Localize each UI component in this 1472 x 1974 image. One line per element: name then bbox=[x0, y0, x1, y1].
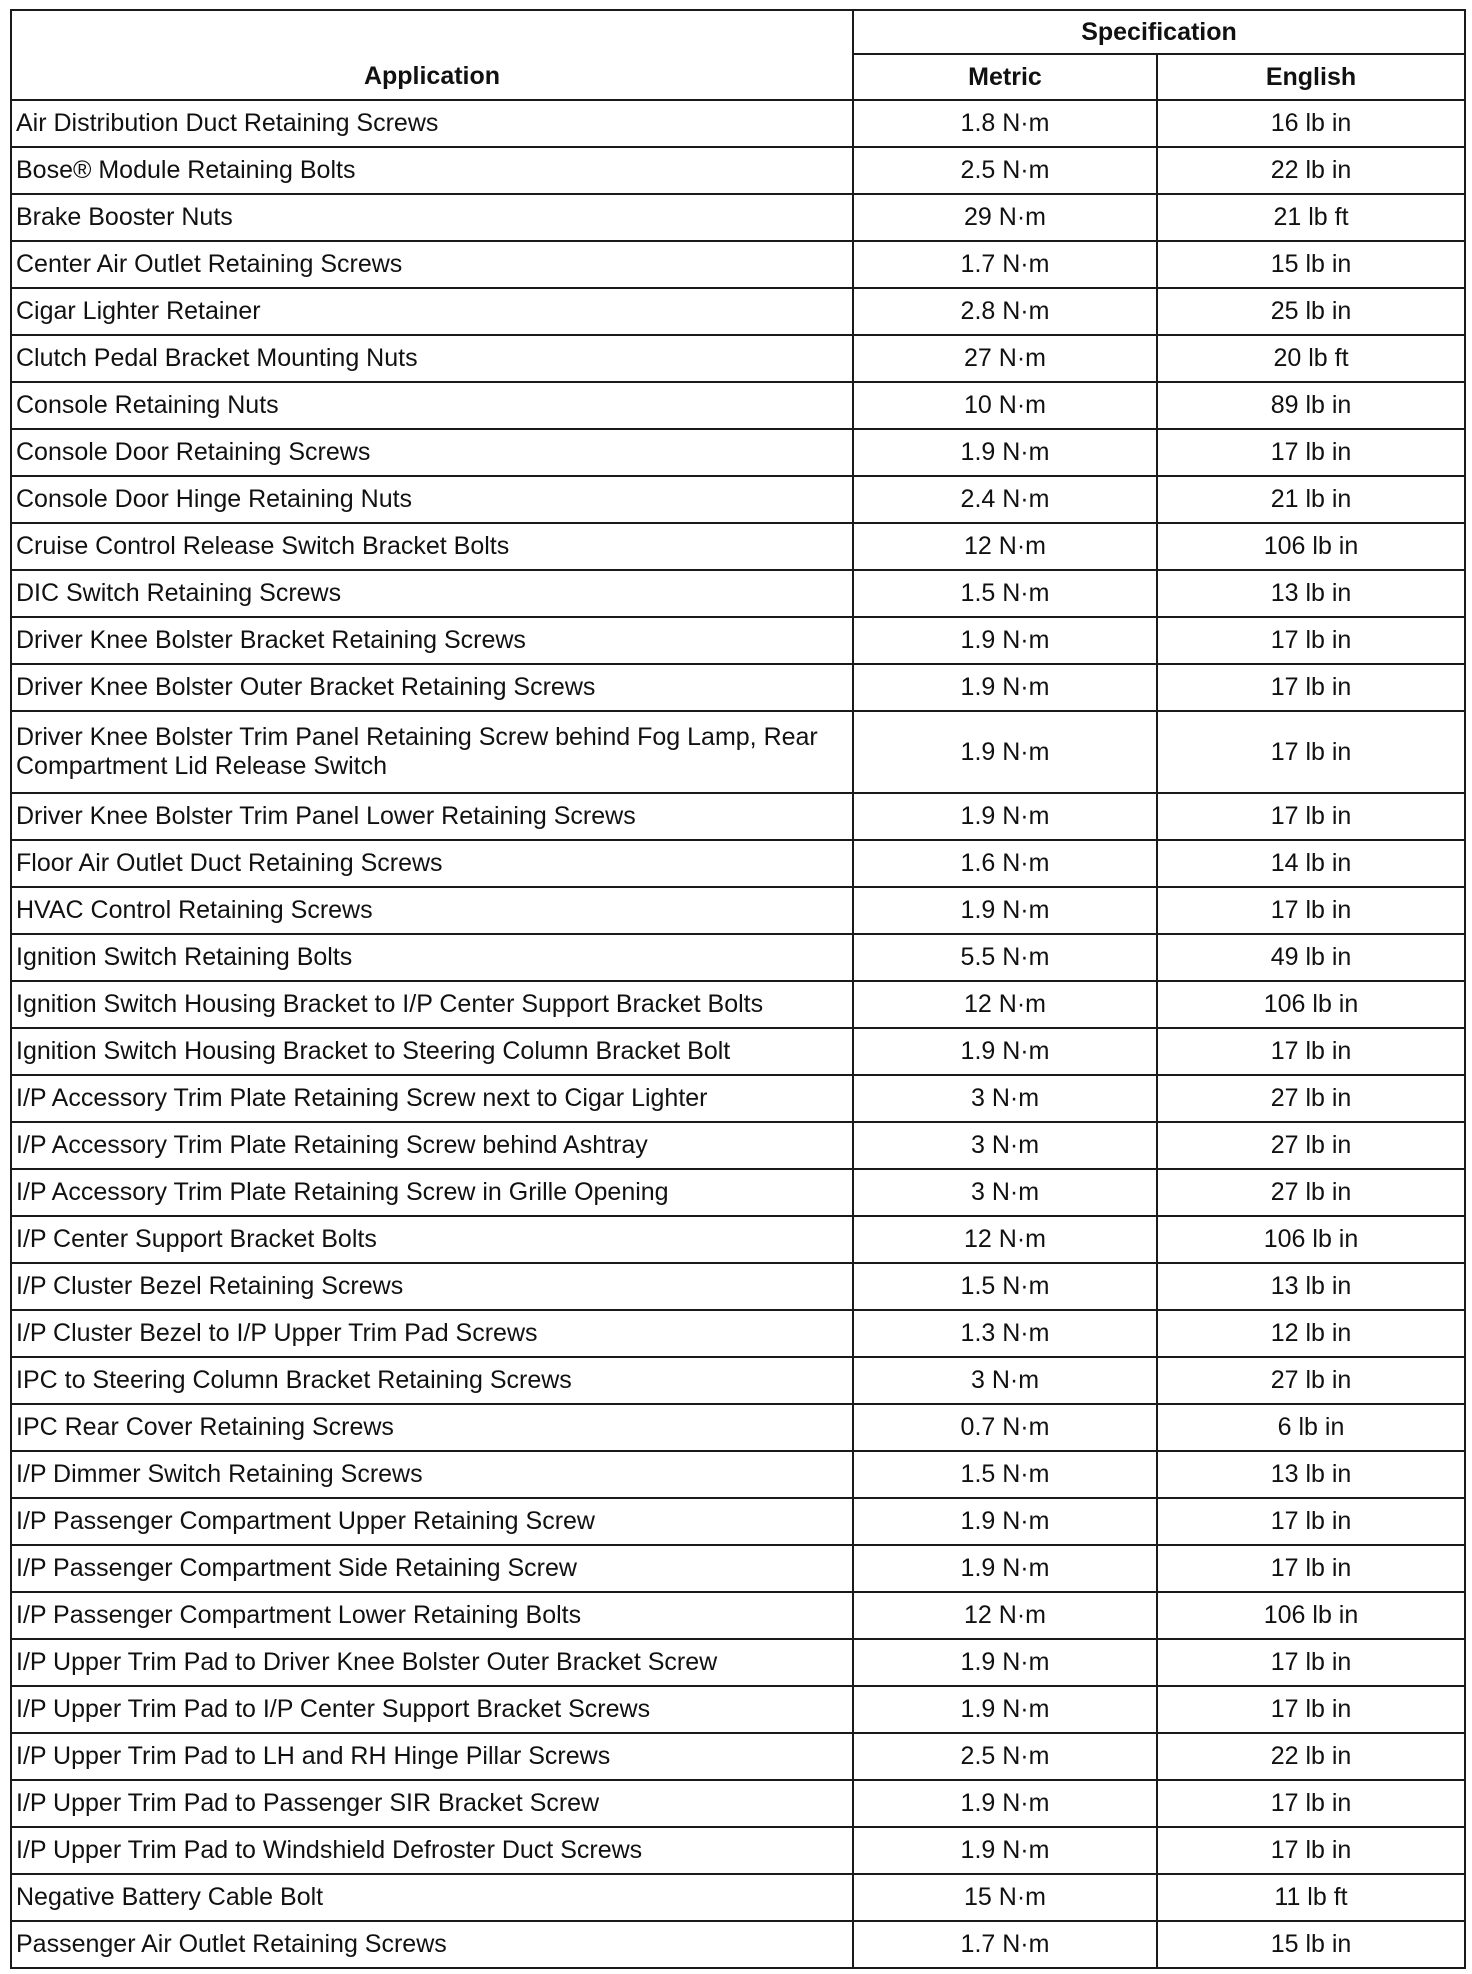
application-cell: Console Retaining Nuts bbox=[11, 382, 853, 429]
english-cell: 27 lb in bbox=[1157, 1169, 1465, 1216]
application-cell: I/P Upper Trim Pad to Passenger SIR Bracket Screw bbox=[11, 1780, 853, 1827]
table-body bbox=[11, 100, 1465, 1968]
english-cell: 16 lb in bbox=[1157, 100, 1465, 147]
english-cell: 17 lb in bbox=[1157, 1498, 1465, 1545]
metric-cell: 27 N·m bbox=[853, 335, 1157, 382]
metric-cell: 3 N·m bbox=[853, 1075, 1157, 1122]
table-header bbox=[11, 10, 1465, 100]
english-cell: 17 lb in bbox=[1157, 1028, 1465, 1075]
english-cell: 17 lb in bbox=[1157, 1827, 1465, 1874]
application-cell: I/P Cluster Bezel Retaining Screws bbox=[11, 1263, 853, 1310]
application-cell: I/P Passenger Compartment Side Retaining Screw bbox=[11, 1545, 853, 1592]
english-cell: 20 lb ft bbox=[1157, 335, 1465, 382]
english-cell: 17 lb in bbox=[1157, 429, 1465, 476]
english-cell: 27 lb in bbox=[1157, 1357, 1465, 1404]
table-row bbox=[11, 1592, 1465, 1639]
application-cell: HVAC Control Retaining Screws bbox=[11, 887, 853, 934]
table-row bbox=[11, 476, 1465, 523]
english-cell: 17 lb in bbox=[1157, 793, 1465, 840]
metric-cell: 12 N·m bbox=[853, 981, 1157, 1028]
metric-cell: 12 N·m bbox=[853, 1216, 1157, 1263]
table-row bbox=[11, 840, 1465, 887]
english-cell: 17 lb in bbox=[1157, 711, 1465, 793]
metric-cell: 3 N·m bbox=[853, 1122, 1157, 1169]
english-cell: 6 lb in bbox=[1157, 1404, 1465, 1451]
english-cell: 106 lb in bbox=[1157, 1592, 1465, 1639]
table-row bbox=[11, 429, 1465, 476]
english-cell: 17 lb in bbox=[1157, 1545, 1465, 1592]
application-cell: Driver Knee Bolster Trim Panel Retaining Screw behind Fog Lamp, Rear Compartment Lid Release Switch bbox=[11, 711, 853, 793]
table-row bbox=[11, 147, 1465, 194]
application-cell: I/P Passenger Compartment Lower Retaining Bolts bbox=[11, 1592, 853, 1639]
application-cell: Cruise Control Release Switch Bracket Bolts bbox=[11, 523, 853, 570]
application-cell: Bose® Module Retaining Bolts bbox=[11, 147, 853, 194]
application-cell: DIC Switch Retaining Screws bbox=[11, 570, 853, 617]
table-row bbox=[11, 887, 1465, 934]
english-cell: 11 lb ft bbox=[1157, 1874, 1465, 1921]
english-cell: 13 lb in bbox=[1157, 1451, 1465, 1498]
metric-cell: 1.9 N·m bbox=[853, 1827, 1157, 1874]
metric-cell: 1.9 N·m bbox=[853, 1545, 1157, 1592]
metric-cell: 2.8 N·m bbox=[853, 288, 1157, 335]
application-cell: Console Door Hinge Retaining Nuts bbox=[11, 476, 853, 523]
application-cell: I/P Cluster Bezel to I/P Upper Trim Pad Screws bbox=[11, 1310, 853, 1357]
metric-cell: 1.6 N·m bbox=[853, 840, 1157, 887]
table-row bbox=[11, 1827, 1465, 1874]
metric-cell: 5.5 N·m bbox=[853, 934, 1157, 981]
english-cell: 106 lb in bbox=[1157, 523, 1465, 570]
table-row bbox=[11, 335, 1465, 382]
english-cell: 27 lb in bbox=[1157, 1122, 1465, 1169]
application-cell: Center Air Outlet Retaining Screws bbox=[11, 241, 853, 288]
table-row bbox=[11, 617, 1465, 664]
table-row bbox=[11, 1780, 1465, 1827]
english-cell: 15 lb in bbox=[1157, 241, 1465, 288]
table-row bbox=[11, 1216, 1465, 1263]
application-cell: I/P Center Support Bracket Bolts bbox=[11, 1216, 853, 1263]
application-cell: I/P Accessory Trim Plate Retaining Screw behind Ashtray bbox=[11, 1122, 853, 1169]
english-cell: 15 lb in bbox=[1157, 1921, 1465, 1968]
english-cell: 21 lb in bbox=[1157, 476, 1465, 523]
metric-cell: 1.9 N·m bbox=[853, 1780, 1157, 1827]
metric-cell: 1.9 N·m bbox=[853, 1028, 1157, 1075]
table-row bbox=[11, 1733, 1465, 1780]
metric-cell: 3 N·m bbox=[853, 1169, 1157, 1216]
table-row bbox=[11, 194, 1465, 241]
metric-cell: 1.9 N·m bbox=[853, 711, 1157, 793]
metric-header: Metric bbox=[853, 54, 1157, 100]
application-cell: I/P Dimmer Switch Retaining Screws bbox=[11, 1451, 853, 1498]
english-cell: 12 lb in bbox=[1157, 1310, 1465, 1357]
metric-cell: 1.3 N·m bbox=[853, 1310, 1157, 1357]
english-cell: 49 lb in bbox=[1157, 934, 1465, 981]
metric-cell: 2.5 N·m bbox=[853, 147, 1157, 194]
english-header: English bbox=[1157, 54, 1465, 100]
application-cell: I/P Upper Trim Pad to I/P Center Support Bracket Screws bbox=[11, 1686, 853, 1733]
metric-cell: 1.9 N·m bbox=[853, 1639, 1157, 1686]
metric-cell: 0.7 N·m bbox=[853, 1404, 1157, 1451]
table-row bbox=[11, 1357, 1465, 1404]
table-row bbox=[11, 570, 1465, 617]
english-cell: 17 lb in bbox=[1157, 664, 1465, 711]
application-cell: Brake Booster Nuts bbox=[11, 194, 853, 241]
table-row bbox=[11, 793, 1465, 840]
english-cell: 106 lb in bbox=[1157, 1216, 1465, 1263]
application-cell: IPC to Steering Column Bracket Retaining Screws bbox=[11, 1357, 853, 1404]
english-cell: 17 lb in bbox=[1157, 1639, 1465, 1686]
application-cell: I/P Accessory Trim Plate Retaining Screw in Grille Opening bbox=[11, 1169, 853, 1216]
english-cell: 22 lb in bbox=[1157, 1733, 1465, 1780]
application-cell: I/P Upper Trim Pad to Driver Knee Bolster Outer Bracket Screw bbox=[11, 1639, 853, 1686]
metric-cell: 1.9 N·m bbox=[853, 617, 1157, 664]
application-cell: I/P Accessory Trim Plate Retaining Screw next to Cigar Lighter bbox=[11, 1075, 853, 1122]
application-cell: Console Door Retaining Screws bbox=[11, 429, 853, 476]
metric-cell: 29 N·m bbox=[853, 194, 1157, 241]
metric-cell: 1.8 N·m bbox=[853, 100, 1157, 147]
table-row bbox=[11, 241, 1465, 288]
english-cell: 17 lb in bbox=[1157, 617, 1465, 664]
table-row bbox=[11, 1921, 1465, 1968]
english-cell: 22 lb in bbox=[1157, 147, 1465, 194]
metric-cell: 1.9 N·m bbox=[853, 664, 1157, 711]
english-cell: 21 lb ft bbox=[1157, 194, 1465, 241]
application-cell: Driver Knee Bolster Bracket Retaining Screws bbox=[11, 617, 853, 664]
application-cell: Negative Battery Cable Bolt bbox=[11, 1874, 853, 1921]
metric-cell: 1.9 N·m bbox=[853, 1686, 1157, 1733]
metric-cell: 1.5 N·m bbox=[853, 570, 1157, 617]
application-cell: Floor Air Outlet Duct Retaining Screws bbox=[11, 840, 853, 887]
table-row bbox=[11, 1639, 1465, 1686]
table-row bbox=[11, 711, 1465, 793]
metric-cell: 1.9 N·m bbox=[853, 887, 1157, 934]
metric-cell: 1.5 N·m bbox=[853, 1451, 1157, 1498]
table-row bbox=[11, 934, 1465, 981]
table-row bbox=[11, 1498, 1465, 1545]
metric-cell: 10 N·m bbox=[853, 382, 1157, 429]
english-cell: 17 lb in bbox=[1157, 887, 1465, 934]
application-cell: Ignition Switch Retaining Bolts bbox=[11, 934, 853, 981]
metric-cell: 2.4 N·m bbox=[853, 476, 1157, 523]
application-cell: Driver Knee Bolster Outer Bracket Retaining Screws bbox=[11, 664, 853, 711]
english-cell: 89 lb in bbox=[1157, 382, 1465, 429]
application-cell: Ignition Switch Housing Bracket to Steering Column Bracket Bolt bbox=[11, 1028, 853, 1075]
english-cell: 13 lb in bbox=[1157, 1263, 1465, 1310]
application-cell: Driver Knee Bolster Trim Panel Lower Retaining Screws bbox=[11, 793, 853, 840]
english-cell: 25 lb in bbox=[1157, 288, 1465, 335]
table-row bbox=[11, 100, 1465, 147]
table-row bbox=[11, 1686, 1465, 1733]
metric-cell: 12 N·m bbox=[853, 1592, 1157, 1639]
table-row bbox=[11, 288, 1465, 335]
application-cell: I/P Passenger Compartment Upper Retaining Screw bbox=[11, 1498, 853, 1545]
specification-header: Specification bbox=[853, 10, 1465, 54]
table-row bbox=[11, 664, 1465, 711]
english-cell: 14 lb in bbox=[1157, 840, 1465, 887]
table-row bbox=[11, 1169, 1465, 1216]
table-row bbox=[11, 1874, 1465, 1921]
english-cell: 17 lb in bbox=[1157, 1780, 1465, 1827]
table-row bbox=[11, 1310, 1465, 1357]
table-row bbox=[11, 1028, 1465, 1075]
table-row bbox=[11, 1075, 1465, 1122]
application-cell: Passenger Air Outlet Retaining Screws bbox=[11, 1921, 853, 1968]
english-cell: 17 lb in bbox=[1157, 1686, 1465, 1733]
table-row bbox=[11, 1263, 1465, 1310]
metric-cell: 15 N·m bbox=[853, 1874, 1157, 1921]
table-row bbox=[11, 1451, 1465, 1498]
metric-cell: 1.7 N·m bbox=[853, 1921, 1157, 1968]
application-cell: I/P Upper Trim Pad to LH and RH Hinge Pillar Screws bbox=[11, 1733, 853, 1780]
english-cell: 27 lb in bbox=[1157, 1075, 1465, 1122]
metric-cell: 1.5 N·m bbox=[853, 1263, 1157, 1310]
metric-cell: 1.7 N·m bbox=[853, 241, 1157, 288]
application-cell: Cigar Lighter Retainer bbox=[11, 288, 853, 335]
english-cell: 106 lb in bbox=[1157, 981, 1465, 1028]
metric-cell: 1.9 N·m bbox=[853, 793, 1157, 840]
table-row bbox=[11, 523, 1465, 570]
english-cell: 13 lb in bbox=[1157, 570, 1465, 617]
fastener-spec-table bbox=[10, 9, 1466, 1969]
metric-cell: 12 N·m bbox=[853, 523, 1157, 570]
table-row bbox=[11, 981, 1465, 1028]
table-row bbox=[11, 1122, 1465, 1169]
metric-cell: 2.5 N·m bbox=[853, 1733, 1157, 1780]
metric-cell: 3 N·m bbox=[853, 1357, 1157, 1404]
application-cell: Air Distribution Duct Retaining Screws bbox=[11, 100, 853, 147]
application-cell: I/P Upper Trim Pad to Windshield Defroster Duct Screws bbox=[11, 1827, 853, 1874]
application-cell: Clutch Pedal Bracket Mounting Nuts bbox=[11, 335, 853, 382]
application-cell: Ignition Switch Housing Bracket to I/P Center Support Bracket Bolts bbox=[11, 981, 853, 1028]
application-header: Application bbox=[11, 10, 853, 100]
table-row bbox=[11, 382, 1465, 429]
table-row bbox=[11, 1545, 1465, 1592]
metric-cell: 1.9 N·m bbox=[853, 429, 1157, 476]
application-cell: IPC Rear Cover Retaining Screws bbox=[11, 1404, 853, 1451]
table-row bbox=[11, 1404, 1465, 1451]
metric-cell: 1.9 N·m bbox=[853, 1498, 1157, 1545]
